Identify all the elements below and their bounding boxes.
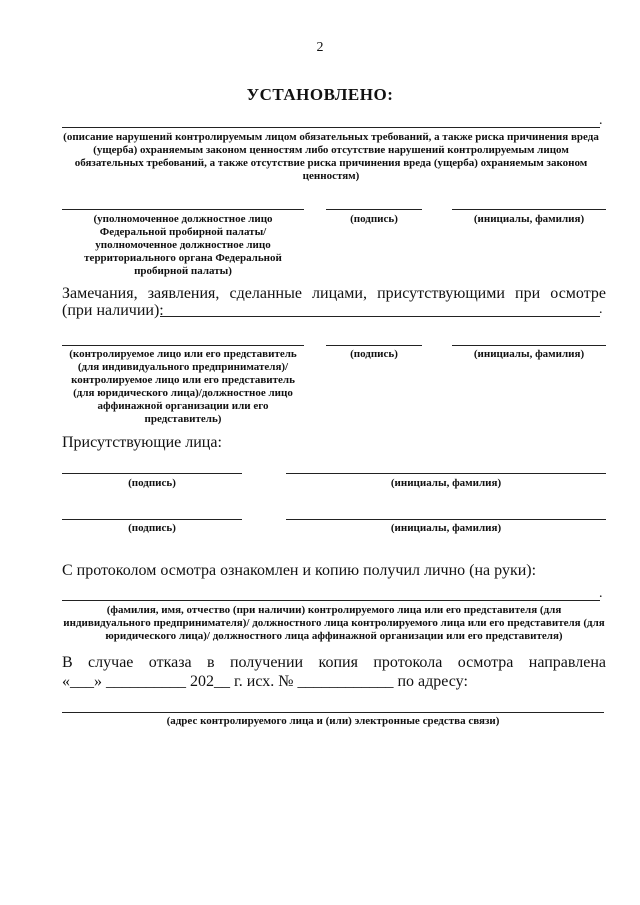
remarks-label-cont: (при наличии): [62,302,164,319]
controlled-name-caption: (инициалы, фамилия) [473,348,585,360]
page-number: 2 [316,40,324,55]
present-signature-line-2[interactable] [62,519,242,520]
controlled-signature-caption: (подпись) [350,348,398,360]
address-line[interactable] [62,712,604,713]
controlled-person-caption: (контролируемое лицо или его представитель (для индивидуального предпринимателя)/ контролируемое лицо или его представитель (для юридического лица)/должностное лицо аффинажной организации или его представитель) [69,348,297,425]
acquainted-line[interactable] [62,600,600,601]
official-name-line[interactable] [452,209,606,210]
present-signature-caption-2: (подпись) [128,522,176,534]
violations-period: . [599,113,603,128]
address-caption: (адрес контролируемого лица и (или) электронные средства связи) [166,715,500,727]
present-name-line-2[interactable] [286,519,606,520]
remarks-label: Замечания, заявления, сделанные лицами, присутствующими при осмотре [62,285,606,302]
acquainted-period: . [599,586,603,601]
official-signature-line[interactable] [326,209,422,210]
violations-line[interactable] [62,127,600,128]
refusal-text: В случае отказа в получении копия протокола осмотра направлена [62,654,606,671]
acquainted-caption: (фамилия, имя, отчество (при наличии) контролируемого лица или его представителя (для индивидуального предпринимателя)/ должностного лица контролируемого лица или его представителя (для юридического лица)/ должностного лица аффинажной организации или его представителя) [63,604,605,642]
present-name-line-1[interactable] [286,473,606,474]
official-caption: (уполномоченное должностное лицо Федеральной пробирной палаты/ уполномоченное должностное лицо территориального органа Федеральной пробирной палаты) [84,213,282,277]
present-name-caption-1: (инициалы, фамилия) [390,477,502,489]
remarks-period: . [599,302,603,317]
controlled-signature-line[interactable] [326,345,422,346]
acquainted-text: С протоколом осмотра ознакомлен и копию получил лично (на руки): [62,562,537,579]
present-signature-line-1[interactable] [62,473,242,474]
present-signature-caption-1: (подпись) [128,477,176,489]
official-signature-caption: (подпись) [350,213,398,225]
violations-caption: (описание нарушений контролируемым лицом обязательных требований, а также риска причинения вреда (ущерба) охраняемым законом ценностям либо отсутствие нарушений контролируемым лицом обязательных требований, а также отсутствие риска причинения вреда (ущерба) охраняемым законом ценностям) [63,131,599,182]
present-heading: Присутствующие лица: [62,434,222,451]
present-name-caption-2: (инициалы, фамилия) [390,522,502,534]
controlled-person-line[interactable] [62,345,304,346]
official-name-caption: (инициалы, фамилия) [473,213,585,225]
controlled-name-line[interactable] [452,345,606,346]
official-line[interactable] [62,209,304,210]
document-heading: УСТАНОВЛЕНО: [246,85,394,104]
refusal-date-line[interactable]: «___» __________ 202__ г. исх. № ____________ по адресу: [62,673,468,690]
remarks-line[interactable] [160,316,600,317]
